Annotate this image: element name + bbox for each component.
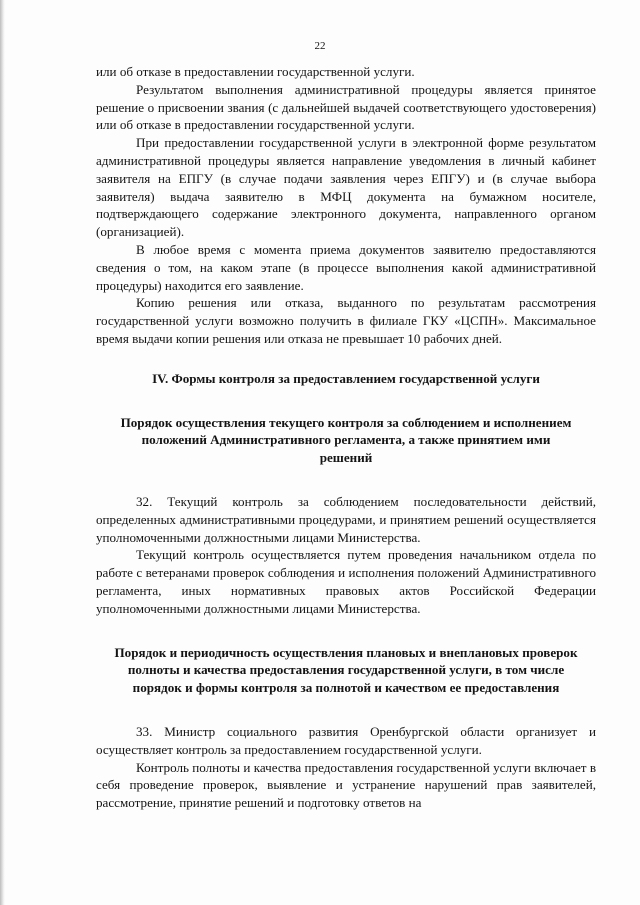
paragraph-quality-control: Контроль полноты и качества предоставления государственной услуги включает в себя проведение проверок, выявление и устранение нарушений прав заявителей, рассмотрение, принятие решений и подготовку ответов на bbox=[96, 759, 596, 811]
document-body bbox=[96, 63, 596, 812]
paragraph-current-control-method: Текущий контроль осуществляется путем проведения начальником отдела по работе с ветеранами проверок соблюдения и исполнения положений Административного регламента, иных нормативных правовых актов Российской Федерации уполномоченными должностными лицами Министерства. bbox=[96, 547, 596, 616]
paragraph-electronic-form-result: При предоставлении государственной услуги в электронной форме результатом административной процедуры является направление уведомления в личный кабинет заявителя на ЕПГУ (в случае подачи заявления через ЕПГУ) и (в случае выбора заявителя) выдача заявителю в МФЦ документа на бумажном носителе, подтверждающего содержание электронного документа, направленного органом (организацией). bbox=[96, 135, 596, 240]
scan-edge-shadow bbox=[0, 0, 5, 905]
paragraph-continuation: или об отказе в предоставлении государственной услуги. bbox=[96, 64, 415, 79]
paragraph-32-current-control: 32. Текущий контроль за соблюдением последовательности действий, определенных административными процедурами, и принятием решений осуществляется уполномоченными должностными лицами Министерства. bbox=[96, 493, 596, 545]
subheading-inspections: Порядок и периодичность осуществления плановых и внеплановых проверок полноты и качества предоставления государственной услуги, в том числе порядок и формы контроля за полнотой и качеством ее предоставления bbox=[114, 644, 578, 696]
page-number: 22 bbox=[314, 40, 326, 52]
section-heading-iv: IV. Формы контроля за предоставлением государственной услуги bbox=[152, 370, 540, 386]
paragraph-decision-copy: Копию решения или отказа, выданного по результатам рассмотрения государственной услуги возможно получить в филиале ГКУ «ЦСПН». Максимальное время выдачи копии решения или отказа не превышает 10 рабочих дней. bbox=[96, 295, 596, 346]
paragraph-status-information: В любое время с момента приема документов заявителю предоставляются сведения о том, на каком этапе (в процессе выполнения какой административной процедуры) находится его заявление. bbox=[96, 241, 596, 293]
subheading-current-control: Порядок осуществления текущего контроля за соблюдением и исполнением положений Административного регламента, а также принятием ими решений bbox=[120, 414, 572, 466]
paragraph-procedure-result: Результатом выполнения административной процедуры является принятое решение о присвоении звания (с дальнейшей выдачей соответствующего удостоверения) или об отказе в предоставлении государственной услуги. bbox=[96, 81, 596, 133]
paragraph-33-minister-control: 33. Министр социального развития Оренбургской области организует и осуществляет контроль за предоставлением государственной услуги. bbox=[96, 723, 596, 757]
